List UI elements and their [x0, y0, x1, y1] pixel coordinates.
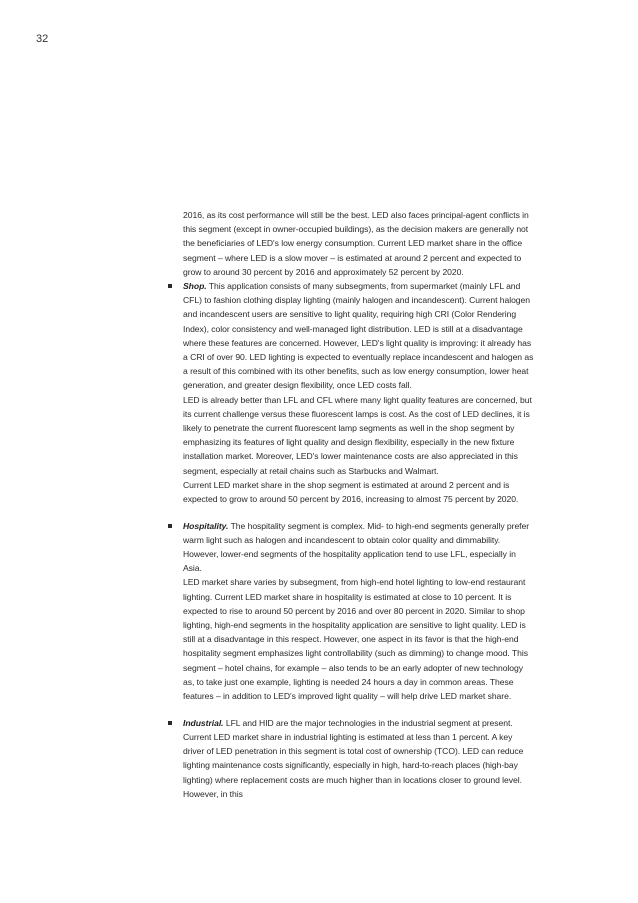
shop-paragraph-1 [183, 279, 535, 393]
bullet-square-icon [168, 284, 172, 288]
hospitality-text: The hospitality segment is complex. Mid- to high-end segments generally prefer warm light such as halogen and incandescent to obtain color quality and dimmability. However, lower-end segments of the hospitality application tend to use LFL, especially in Asia. [183, 520, 530, 574]
bullet-industrial [183, 716, 535, 801]
shop-paragraph-3: Current LED market share in the shop segment is estimated at around 2 percent and is expected to grow to around 50 percent by 2016, increasing to almost 75 percent by 2020. [183, 479, 519, 505]
shop-title: Shop. [183, 281, 207, 292]
hospitality-title: Hospitality. [183, 520, 229, 531]
intro-paragraph: 2016, as its cost performance will still be the best. LED also faces principal-agent conflicts in this segment (except in owner-occupied buildings), as the decision makers are generally not the beneficiaries of LED's low energy consumption. Current LED market share in the office segment – where LED is a slow mover – is estimated at around 2 percent and expected to grow to around 30 percent by 2016 and approximately 52 percent by 2020. [183, 210, 529, 277]
body-text [183, 208, 535, 813]
hospitality-paragraph-1 [183, 519, 535, 576]
bullet-shop [183, 279, 535, 506]
industrial-paragraph-1 [183, 716, 535, 801]
bullet-hospitality [183, 519, 535, 704]
industrial-title: Industrial. [183, 717, 224, 728]
bullet-square-icon [168, 721, 172, 725]
shop-text: This application consists of many subsegments, from supermarket (mainly LFL and CFL) to fashion clothing display lighting (mainly halogen and incandescent). Current halogen and incandescent users are sensitive to light quality, requiring high CRI (Color Rendering Index), color consistency and well-managed light distribution. LED is still at a disadvantage where these features are concerned. However, LED's light quality is improving: it already has a CRI of over 90. LED lighting is expected to eventually replace incandescent and halogen as a result of this combined with its other benefits, such as low energy consumption, lower heat generation, and greater design flexibility, once LED costs fall. [183, 281, 534, 391]
industrial-text: LFL and HID are the major technologies in the industrial segment at present. Current LED market share in industrial lighting is estimated at less than 1 percent. A key driver of LED penetration in this segment is total cost of ownership (TCO). LED can reduce lighting maintenance costs significantly, especially in high, hard-to-reach places (high-bay lighting) where replacement costs are much higher than in locations closer to ground level. However, in this [183, 717, 524, 799]
hospitality-paragraph-2: LED market share varies by subsegment, from high-end hotel lighting to low-end restaurant lighting. Current LED market share in hospitality is estimated at close to 10 percent. It is expected to rise to around 50 percent by 2016 and over 80 percent in 2020. Similar to shop lighting, high-end segments in the hospitality application are sensitive to light quality. LED is still at a disadvantage in this respect. However, one aspect in its favor is that the high-end hospitality segment emphasizes light controllability (such as dimming) to change mood. This segment – hotel chains, for example – also tends to be an early adopter of new technology as, to take just one example, lighting is needed 24 hours a day in common areas. These features – in addition to LED's improved light quality – will help drive LED market share. [183, 577, 528, 702]
page-number: 32 [36, 33, 49, 45]
bullet-square-icon [168, 524, 172, 528]
shop-paragraph-2: LED is already better than LFL and CFL where many light quality features are concerned, but its current challenge versus these fluorescent lamps is cost. As the cost of LED declines, it is likely to penetrate the current fluorescent lamp segments as well in the shop segment by emphasizing its features of light quality and design flexibility, especially in the new fixture installation market. Moreover, LED's lower maintenance costs are also appreciated in this segment, especially at retail chains such as Starbucks and Walmart. [183, 394, 532, 476]
